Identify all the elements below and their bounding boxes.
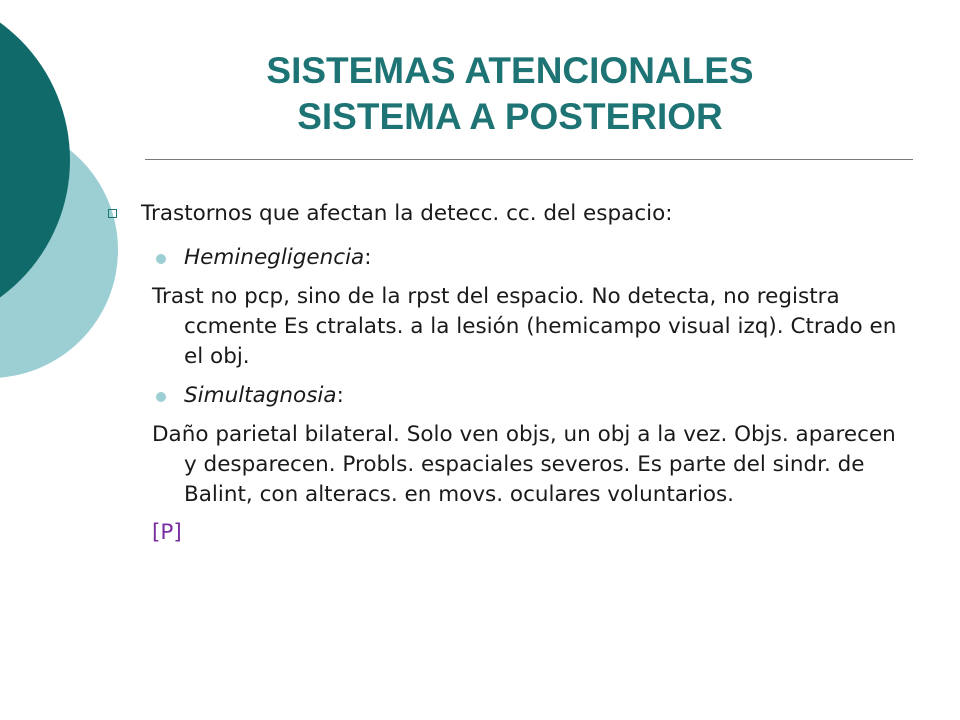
main-bullet-text: Trastornos que afectan la detecc. cc. del espacio:	[141, 201, 673, 226]
square-bullet-icon	[108, 209, 117, 218]
term-colon: :	[336, 383, 344, 408]
dot-bullet-icon	[156, 254, 166, 264]
title-line-1: SISTEMAS ATENCIONALES	[266, 50, 754, 91]
main-bullet	[100, 198, 900, 230]
p-link[interactable]: [P]	[152, 520, 182, 545]
sub-bullet-simultagnosia	[100, 380, 900, 412]
dot-bullet-icon	[156, 392, 166, 402]
heminegligencia-description: Trast no pcp, sino de la rpst del espacio. No detecta, no registra ccmente Es ctralats. a la lesión (hemicampo visual izq). Ctrado en el obj.	[152, 284, 897, 369]
title-line-2: SISTEMA A POSTERIOR	[297, 96, 723, 137]
title-divider	[145, 159, 913, 160]
sub-bullet-heminegligencia	[100, 242, 900, 274]
term-label: Simultagnosia	[184, 383, 337, 408]
simultagnosia-description: Daño parietal bilateral. Solo ven objs, un obj a la vez. Objs. aparecen y desparecen. Probls. espaciales severos. Es parte del sindr. de Balint, con alteracs. en movs. oculares voluntarios.	[152, 422, 896, 507]
term-label: Heminegligencia	[184, 245, 365, 270]
term-colon: :	[364, 245, 372, 270]
slide-body	[100, 198, 900, 548]
slide-title	[150, 48, 870, 140]
